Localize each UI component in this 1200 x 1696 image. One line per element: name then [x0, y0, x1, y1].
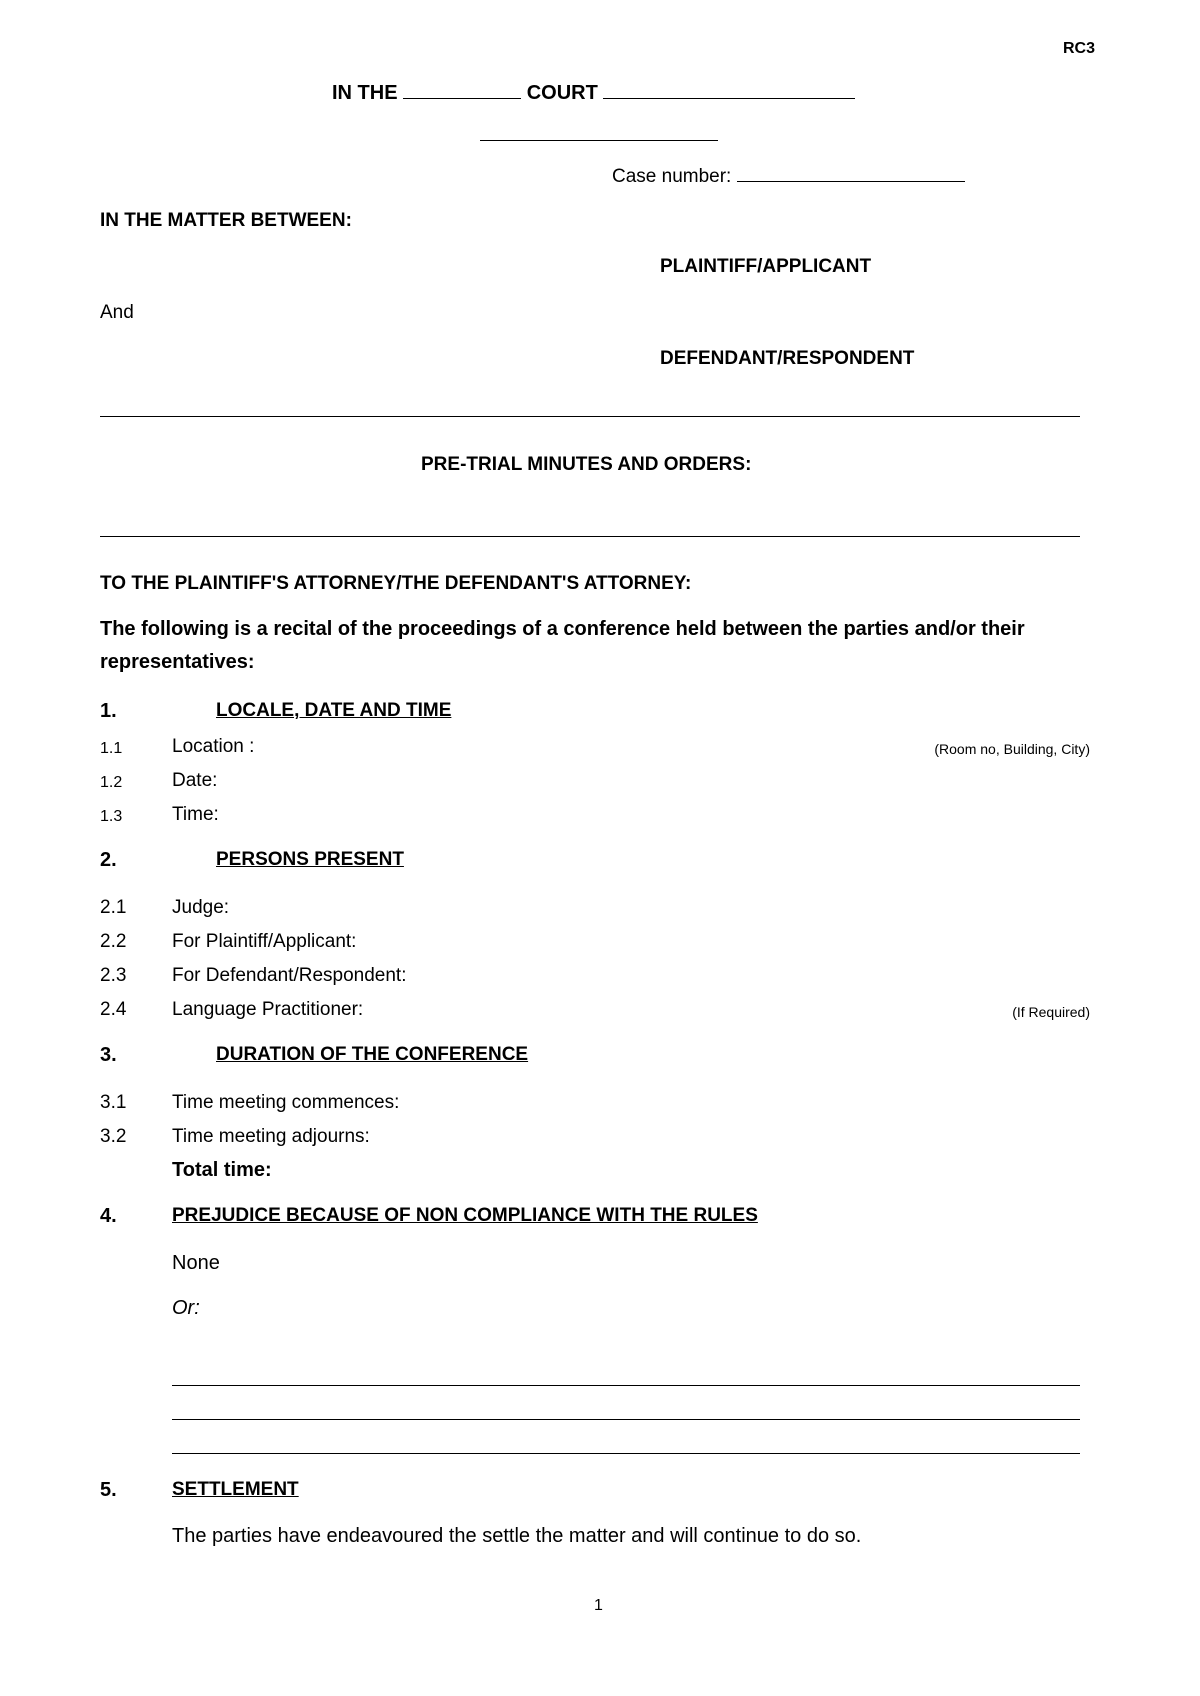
- item-2-4-number: 2.4: [100, 999, 127, 1020]
- recital-line-2: representatives:: [100, 651, 255, 673]
- court-location-blank-line2[interactable]: [480, 140, 718, 141]
- item-1-2-number: 1.2: [100, 774, 123, 791]
- page-number: 1: [594, 1597, 603, 1614]
- court-heading-prefix: IN THE: [332, 82, 398, 104]
- total-time-label: Total time:: [172, 1159, 272, 1181]
- item-1-1-number: 1.1: [100, 740, 123, 757]
- section-4-title: PREJUDICE BECAUSE OF NON COMPLIANCE WITH THE RULES: [172, 1205, 758, 1226]
- section-5-title: SETTLEMENT: [172, 1479, 299, 1500]
- case-number: [612, 166, 965, 188]
- settlement-text: The parties have endeavoured the settle the matter and will continue to do so.: [172, 1525, 862, 1547]
- location-note: (Room no, Building, City): [934, 741, 1090, 757]
- matter-between-heading: IN THE MATTER BETWEEN:: [100, 210, 352, 231]
- language-practitioner-note: (If Required): [1012, 1004, 1090, 1020]
- meeting-adjourns-label: Time meeting adjourns:: [172, 1126, 370, 1147]
- and-label: And: [100, 302, 134, 323]
- plaintiff-representative-label: For Plaintiff/Applicant:: [172, 931, 357, 952]
- addressee: TO THE PLAINTIFF'S ATTORNEY/THE DEFENDANT'S ATTORNEY:: [100, 573, 692, 594]
- item-3-2-number: 3.2: [100, 1126, 127, 1147]
- prejudice-blank-line[interactable]: [172, 1453, 1080, 1454]
- date-label: Date:: [172, 770, 218, 791]
- section-3-title: DURATION OF THE CONFERENCE: [216, 1044, 529, 1065]
- language-practitioner-label: Language Practitioner:: [172, 999, 364, 1020]
- form-code: RC3: [1063, 40, 1096, 57]
- item-2-3-number: 2.3: [100, 965, 127, 986]
- section-1-number: 1.: [100, 700, 117, 722]
- judge-label: Judge:: [172, 897, 230, 918]
- item-1-3-number: 1.3: [100, 808, 123, 825]
- recital-line-1: The following is a recital of the proceedings of a conference held between the parties and/or their: [100, 618, 1025, 640]
- prejudice-none: None: [172, 1252, 220, 1274]
- case-number-label: Case number:: [612, 166, 732, 187]
- prejudice-blank-line[interactable]: [172, 1419, 1080, 1420]
- item-2-1-number: 2.1: [100, 897, 127, 918]
- meeting-commences-label: Time meeting commences:: [172, 1092, 400, 1113]
- time-label: Time:: [172, 804, 219, 825]
- court-heading-court-word: COURT: [526, 82, 598, 104]
- divider-top: [100, 416, 1080, 417]
- court-heading: [332, 82, 855, 105]
- divider-bottom: [100, 536, 1080, 537]
- section-1-title: LOCALE, DATE AND TIME: [216, 700, 452, 721]
- section-2-title: PERSONS PRESENT: [216, 849, 404, 870]
- section-2-number: 2.: [100, 849, 117, 871]
- prejudice-blank-line[interactable]: [172, 1385, 1080, 1386]
- court-type-blank[interactable]: [403, 97, 521, 99]
- document-title: PRE-TRIAL MINUTES AND ORDERS:: [421, 454, 752, 475]
- defendant-representative-label: For Defendant/Respondent:: [172, 965, 407, 986]
- court-location-blank[interactable]: [603, 97, 855, 99]
- item-3-1-number: 3.1: [100, 1092, 127, 1113]
- plaintiff-label: PLAINTIFF/APPLICANT: [660, 256, 872, 277]
- item-2-2-number: 2.2: [100, 931, 127, 952]
- prejudice-or: Or:: [172, 1297, 200, 1319]
- case-number-blank[interactable]: [737, 180, 965, 182]
- location-label: Location :: [172, 736, 255, 757]
- section-5-number: 5.: [100, 1479, 117, 1501]
- defendant-label: DEFENDANT/RESPONDENT: [660, 348, 915, 369]
- section-3-number: 3.: [100, 1044, 117, 1066]
- section-4-number: 4.: [100, 1205, 117, 1227]
